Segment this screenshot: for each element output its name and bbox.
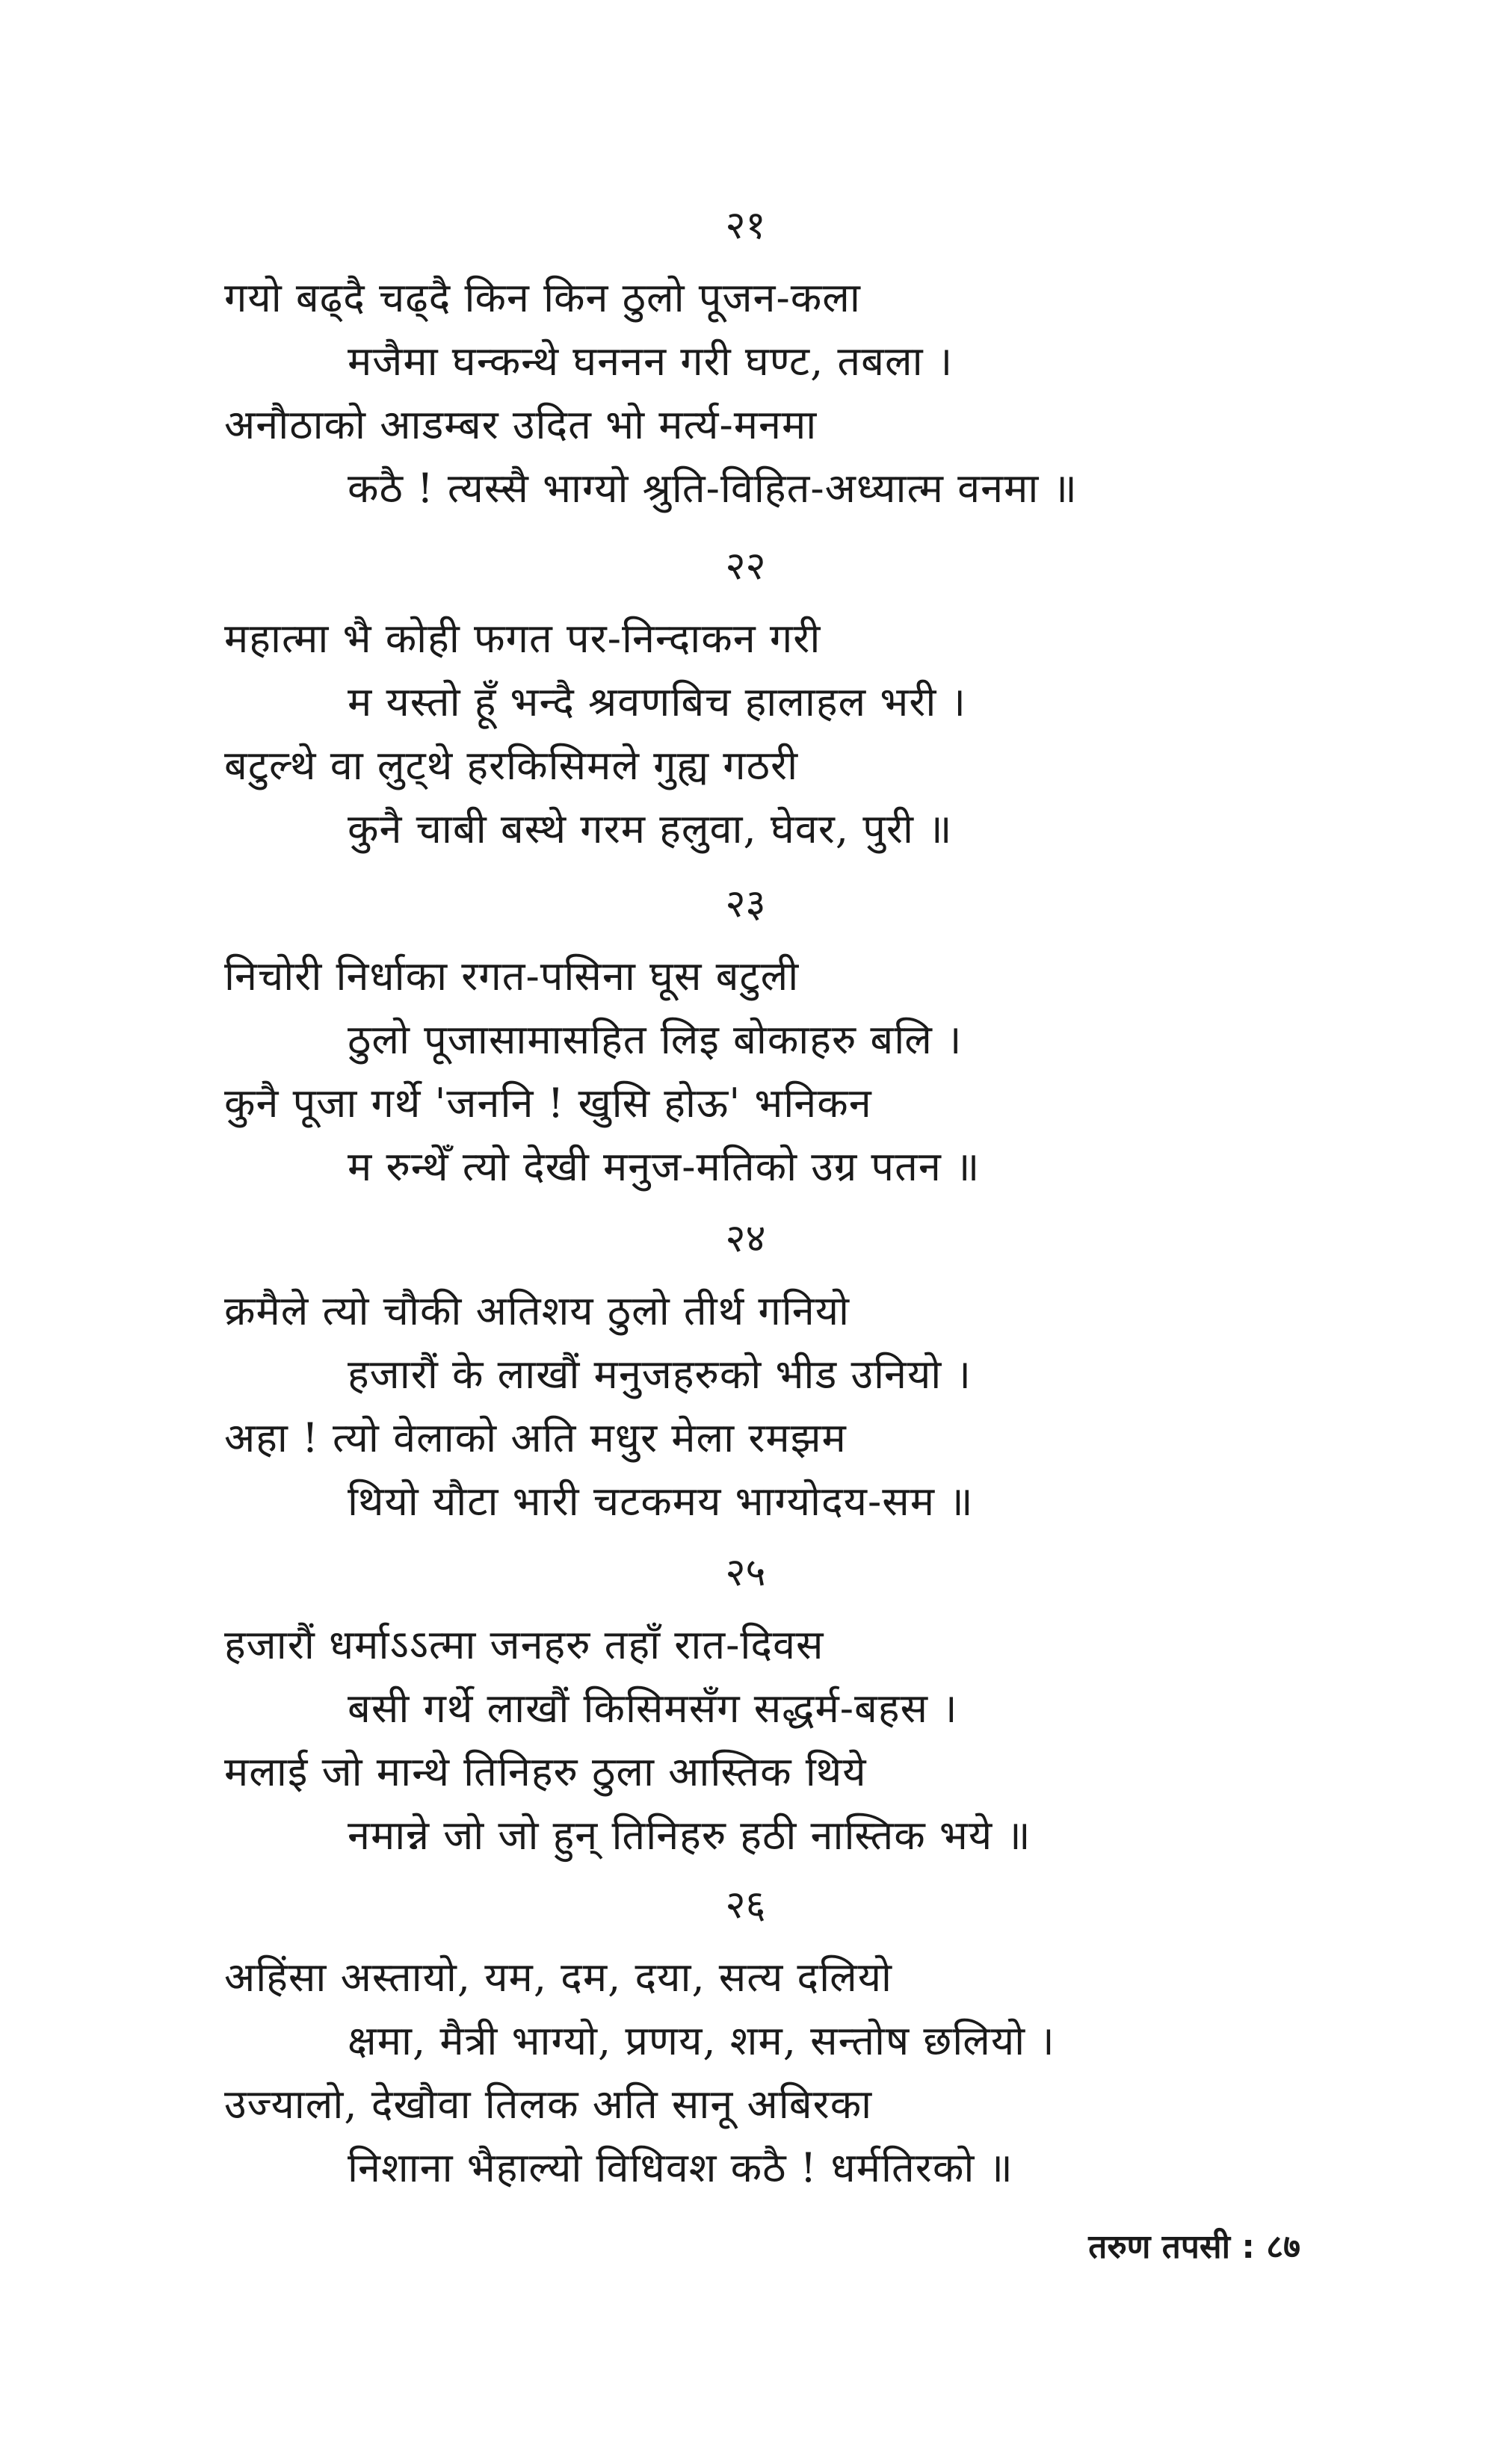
verse-line-1: महात्मा भै कोही फगत पर-निन्दाकन गरी [224, 615, 821, 662]
verse-line-3: अहा ! त्यो वेलाको अति मधुर मेला रमझम [224, 1414, 847, 1461]
verse-line-1: हजारौं धर्माऽऽत्मा जनहरु तहाँ रात-दिवस [224, 1621, 824, 1668]
verse-number: २४ [725, 1216, 766, 1261]
verse-line-1: निचोरी निर्धाका रगत-पसिना घूस बटुली [224, 953, 800, 1000]
verse-line-4: नमान्ने जो जो हुन् तिनिहरु हठी नास्तिक भये ॥ [348, 1812, 1031, 1859]
verse-number: २३ [725, 882, 766, 926]
verse-line-2: क्षमा, मैत्री भाग्यो, प्रणय, शम, सन्तोष छलियो । [348, 2017, 1055, 2064]
verse-number: २२ [725, 544, 766, 589]
verse-line-2: म यस्तो हूँ भन्दै श्रवणबिच हालाहल भरी । [348, 678, 966, 725]
verse-line-4: म रुन्थेँ त्यो देखी मनुज-मतिको उग्र पतन ॥ [348, 1143, 981, 1190]
verse-line-4: निशाना भैहाल्यो विधिवश कठै ! धर्मतिरको ॥ [348, 2144, 1013, 2191]
verse-line-2: मजैमा घन्कन्थे घननन गरी घण्ट, तबला । [348, 338, 954, 385]
verse-line-3: उज्यालो, देखौवा तिलक अति सानू अबिरका [224, 2081, 873, 2128]
verse-line-2: हजारौं के लाखौं मनुजहरुको भीड उनियो । [348, 1351, 972, 1398]
verse-line-4: कुनै चाबी बस्थे गरम हलुवा, घेवर, पुरी ॥ [348, 805, 953, 852]
verse-line-2: ठुलो पूजासामासहित लिइ बोकाहरु बलि । [348, 1016, 963, 1063]
verse-number: २५ [725, 1550, 766, 1595]
verse-number: २१ [725, 203, 766, 248]
verse-line-4: थियो यौटा भारी चटकमय भाग्योदय-सम ॥ [348, 1478, 974, 1525]
verse-line-3: कुनै पूजा गर्थे 'जननि ! खुसि होऊ' भनिकन [224, 1080, 872, 1127]
verse-line-2: बसी गर्थे लाखौं किसिमसँग सद्धर्म-बहस । [348, 1685, 958, 1732]
page-footer: तरुण तपसी : ८७ [1088, 2228, 1300, 2266]
verse-line-3: मलाई जो मान्थे तिनिहरु ठुला आस्तिक थिये [224, 1748, 867, 1795]
verse-line-4: कठै ! त्यस्सै भाग्यो श्रुति-विहित-अध्यात्म वनमा ॥ [348, 465, 1078, 512]
verse-number: २६ [725, 1883, 766, 1928]
verse-line-3: अनौठाको आडम्बर उदित भो मर्त्य-मनमा [224, 401, 818, 448]
verse-line-1: गयो बढ्दै चढ्दै किन किन ठुलो पूजन-कला [224, 274, 861, 321]
verse-line-1: क्रमैले त्यो चौकी अतिशय ठुलो तीर्थ गनियो [224, 1287, 851, 1334]
verse-line-3: बटुल्थे वा लुट्थे हरकिसिमले गुह्य गठरी [224, 742, 799, 789]
verse-line-1: अहिंसा अस्तायो, यम, दम, दया, सत्य दलियो [224, 1954, 893, 2001]
